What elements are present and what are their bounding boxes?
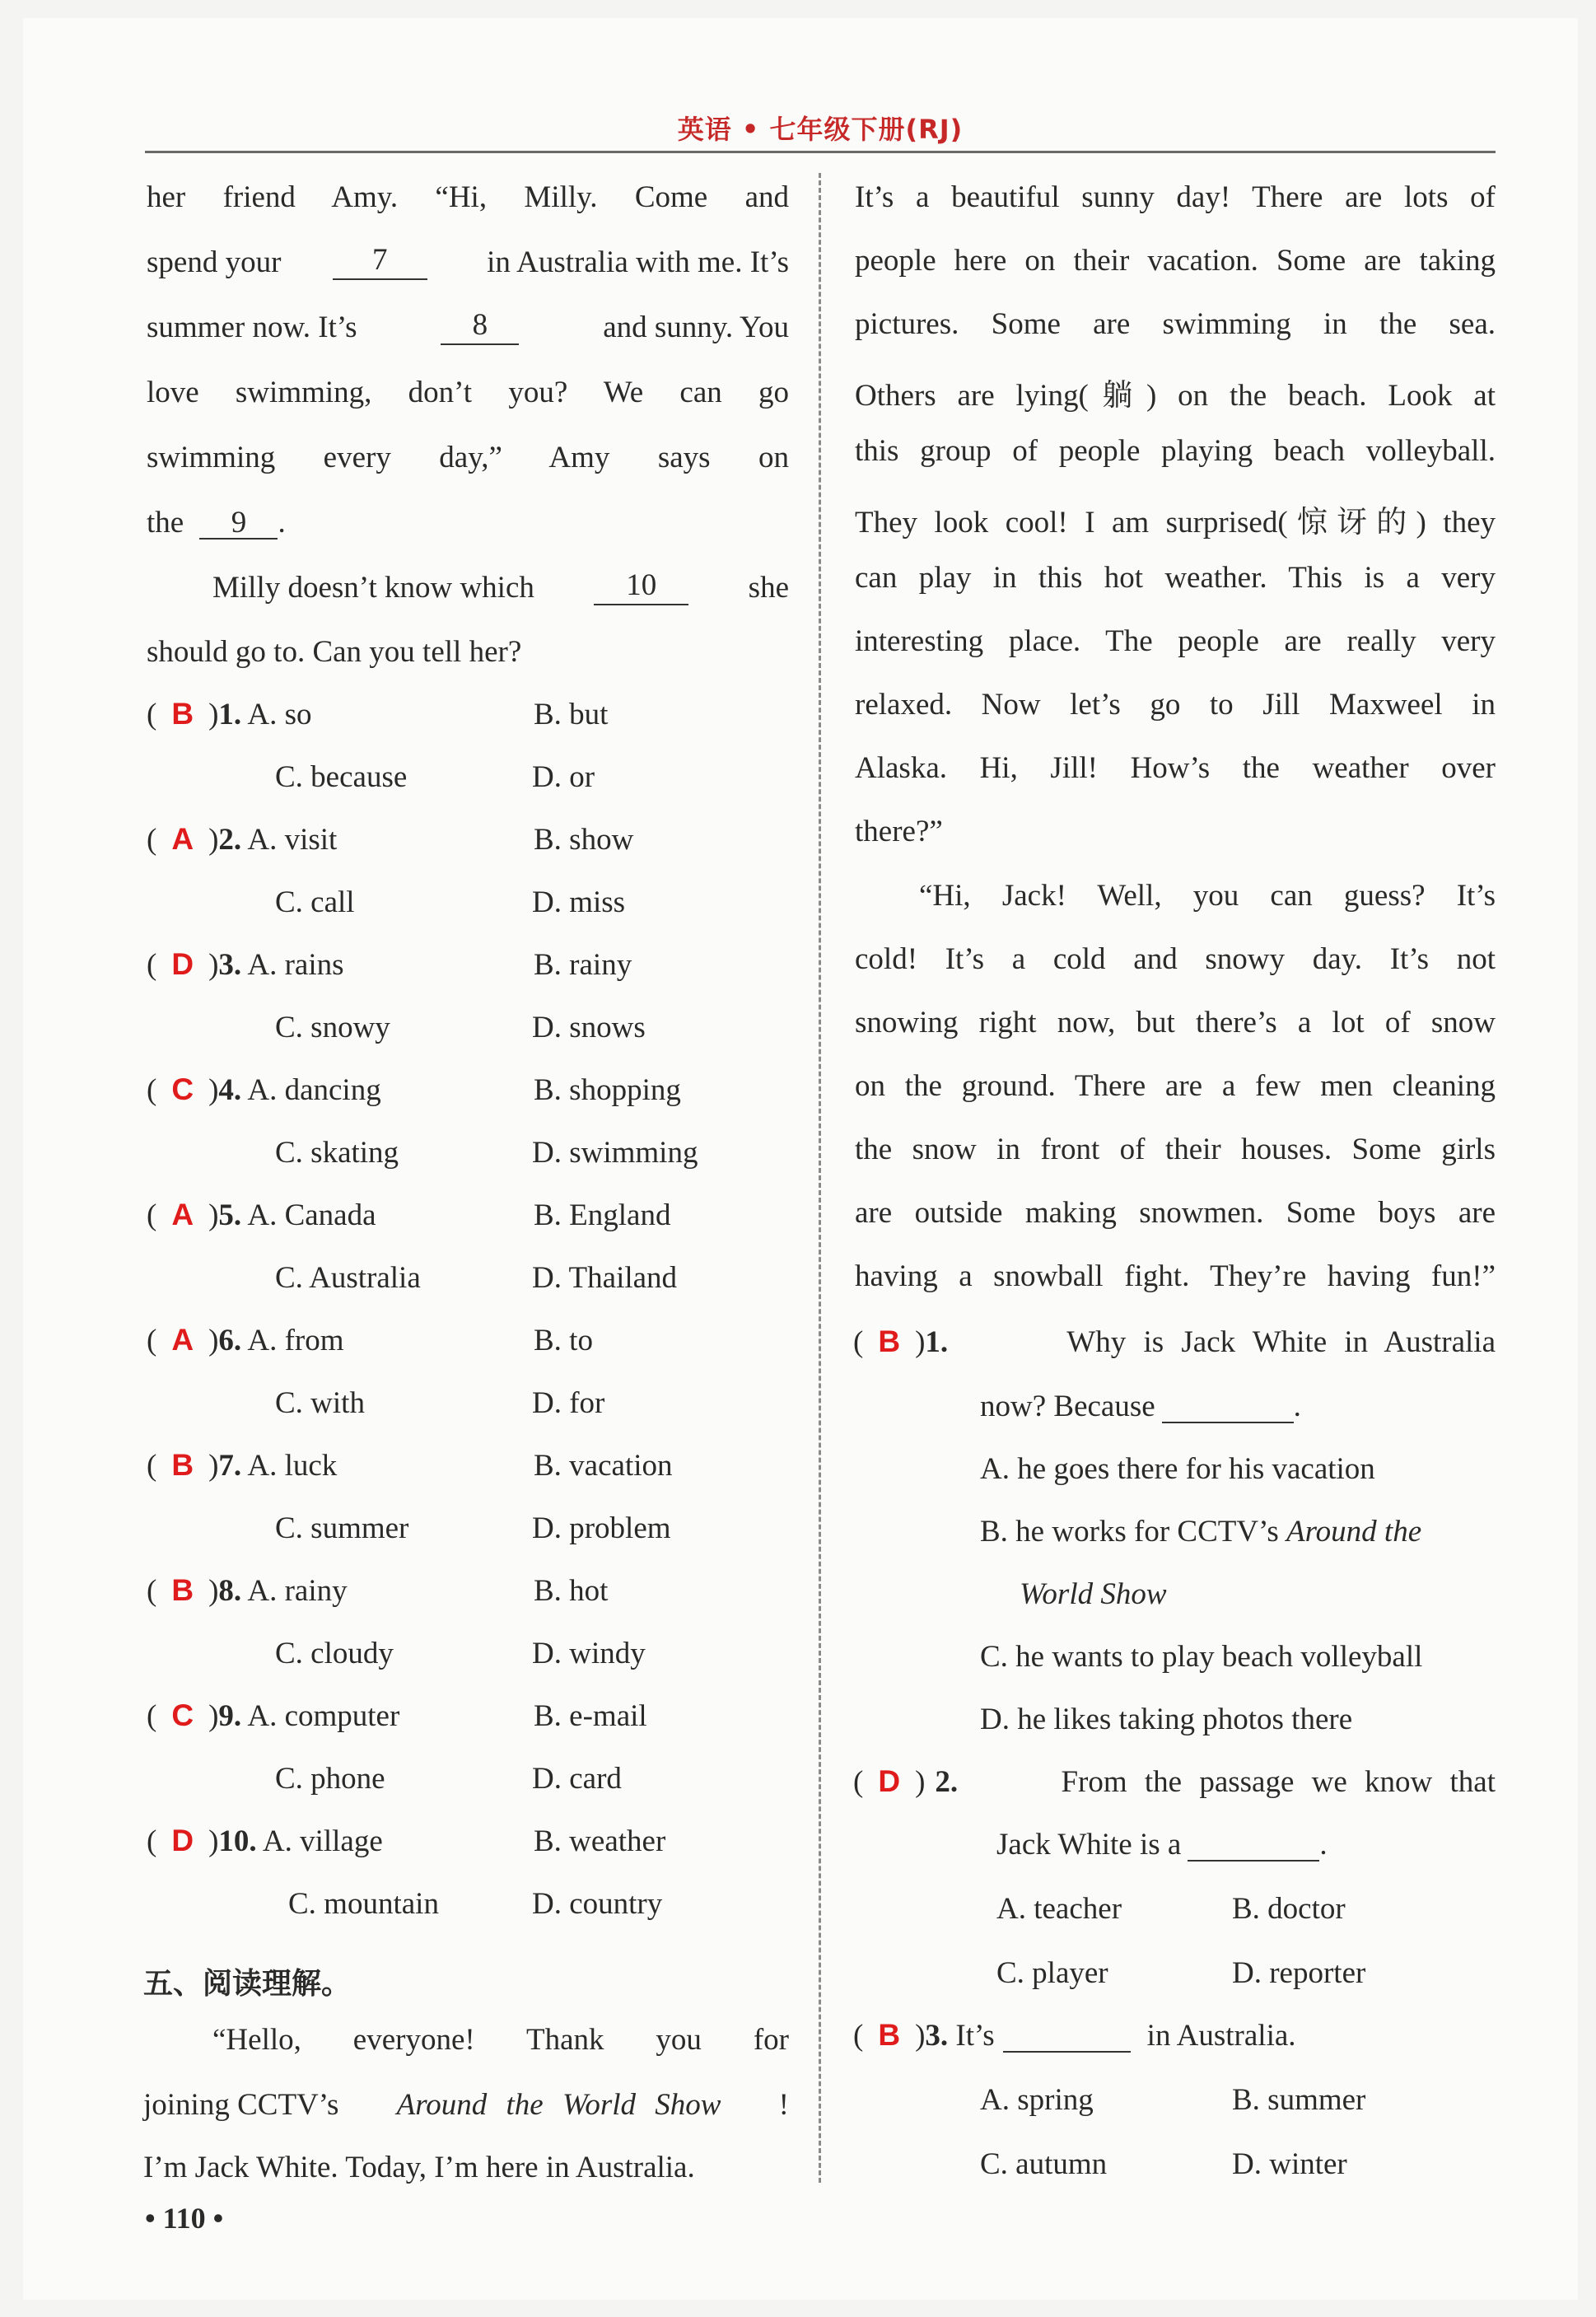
option-a: A. luck <box>247 1449 338 1483</box>
answer-mark: A <box>171 1323 194 1357</box>
cloze-question: ( B )7. A. luck <box>147 1448 338 1483</box>
option-c: C. mountain <box>288 1887 439 1921</box>
answer-mark: C <box>171 1072 194 1106</box>
reading-line: It’s a beautiful sunny day! There are lots of <box>855 180 1496 214</box>
option-b: B. vacation <box>534 1449 673 1483</box>
answer-mark: B <box>171 1448 194 1482</box>
answer-mark: B <box>878 1324 901 1358</box>
option-b: B. doctor <box>1232 1892 1346 1926</box>
answer-mark: B <box>171 697 194 731</box>
cloze-question: ( D )10. A. village <box>147 1824 383 1858</box>
option-d: D. or <box>532 760 595 794</box>
option-a: A. computer <box>247 1699 400 1733</box>
option-a: A. so <box>247 698 312 731</box>
passage-line: love swimming, don’t you? We can go <box>147 376 789 409</box>
cloze-question: ( A )2. A. visit <box>147 822 338 857</box>
blank-8: 8 <box>441 310 519 345</box>
reading-line: Alaska. Hi, Jill! How’s the weather over <box>855 751 1496 785</box>
option-b: B. show <box>534 823 634 857</box>
option-c: C. because <box>275 760 408 794</box>
option-d: D. swimming <box>532 1136 698 1170</box>
option-b: B. shopping <box>534 1073 681 1107</box>
answer-mark: A <box>171 1198 194 1231</box>
answer-blank <box>1003 2020 1131 2053</box>
option-b: B. e-mail <box>534 1699 647 1733</box>
reading-line: joining CCTV’s Around the World Show ! <box>143 2088 789 2122</box>
cloze-question: ( A )5. A. Canada <box>147 1198 376 1232</box>
option-b: B. summer <box>1232 2083 1366 2117</box>
answer-mark: B <box>878 2018 901 2052</box>
reading-line: there?” <box>855 815 943 848</box>
reading-question-2: ( D ) 2. From the passage we know that <box>853 1764 1496 1799</box>
option-a: A. Canada <box>247 1198 376 1232</box>
reading-line: interesting place. The people are really very <box>855 624 1496 658</box>
reading-line: pictures. Some are swimming in the sea. <box>855 307 1496 341</box>
option-c: C. player <box>996 1956 1108 1990</box>
option-b: B. he works for CCTV’s Around the <box>980 1515 1422 1549</box>
reading-line: snowing right now, but there’s a lot of snow <box>855 1006 1496 1039</box>
answer-blank <box>1188 1829 1319 1862</box>
option-b: B. to <box>534 1324 593 1357</box>
reading-line: on the ground. There are a few men cleaning <box>855 1069 1496 1103</box>
passage-line: summer now. It’s 8 and sunny. You <box>147 308 789 344</box>
reading-question-1: ( B )1. Why is Jack White in Australia <box>853 1324 1496 1359</box>
answer-mark: D <box>171 1824 194 1857</box>
cloze-question: ( B )1. A. so <box>147 697 312 731</box>
option-a: A. village <box>262 1824 383 1858</box>
answer-mark: A <box>171 822 194 856</box>
option-d: D. winter <box>1232 2147 1347 2181</box>
option-a: A. teacher <box>996 1892 1122 1926</box>
option-b: B. England <box>534 1198 671 1232</box>
reading-line: They look cool! I am surprised(惊讶的) they <box>855 506 1496 540</box>
cloze-question: ( A )6. A. from <box>147 1323 344 1357</box>
blank-9: 9 <box>199 507 278 540</box>
option-a: A. visit <box>247 823 338 857</box>
option-a: A. from <box>247 1324 344 1357</box>
reading-line: cold! It’s a cold and snowy day. It’s not <box>855 942 1496 976</box>
option-c: C. snowy <box>275 1011 390 1044</box>
reading-line: having a snowball fight. They’re having fun!” <box>855 1259 1496 1293</box>
blank-7: 7 <box>333 245 427 280</box>
option-c: C. call <box>275 885 355 919</box>
page-header: 英语 • 七年级下册(RJ) <box>677 114 964 145</box>
blank-10: 10 <box>594 570 688 605</box>
option-d: D. windy <box>532 1637 646 1670</box>
passage-line: her friend Amy. “Hi, Milly. Come and <box>147 180 789 214</box>
answer-mark: D <box>878 1764 901 1798</box>
answer-mark: C <box>171 1698 194 1732</box>
cloze-question: ( C )4. A. dancing <box>147 1072 381 1107</box>
option-d: D. card <box>532 1762 622 1796</box>
option-b: B. but <box>534 698 609 731</box>
cloze-question: ( C )9. A. computer <box>147 1698 400 1733</box>
option-d: D. miss <box>532 885 626 919</box>
option-c: C. phone <box>275 1762 385 1796</box>
option-a: A. he goes there for his vacation <box>980 1452 1375 1486</box>
option-a: A. dancing <box>247 1073 381 1107</box>
answer-blank <box>1162 1391 1294 1423</box>
reading-line: Others are lying(躺) on the beach. Look at <box>855 379 1496 413</box>
question-stem: now? Because . <box>980 1390 1301 1423</box>
reading-line: can play in this hot weather. This is a very <box>855 561 1496 595</box>
passage-line: Milly doesn’t know which 10 she <box>212 568 789 605</box>
option-d: D. he likes taking photos there <box>980 1703 1353 1736</box>
option-b: B. weather <box>534 1824 666 1858</box>
reading-line: people here on their vacation. Some are taking <box>855 244 1496 278</box>
option-c: C. summer <box>275 1511 409 1545</box>
answer-mark: B <box>171 1573 194 1607</box>
column-divider <box>819 173 821 2183</box>
option-c: C. autumn <box>980 2147 1108 2181</box>
answer-mark: D <box>171 947 194 981</box>
passage-line: should go to. Can you tell her? <box>147 635 522 669</box>
question-stem: Jack White is a . <box>996 1828 1328 1862</box>
reading-question-3: ( B )3. It’s in Australia. <box>853 2018 1296 2053</box>
reading-line: “Hi, Jack! Well, you can guess? It’s <box>919 879 1496 913</box>
reading-line: I’m Jack White. Today, I’m here in Australia. <box>143 2151 695 2184</box>
option-b: B. hot <box>534 1574 609 1608</box>
option-a: A. rains <box>247 948 344 982</box>
passage-line: swimming every day,” Amy says on <box>147 441 789 474</box>
option-d: D. snows <box>532 1011 646 1044</box>
page-number: • 110 • <box>145 2202 224 2235</box>
option-a: A. rainy <box>247 1574 348 1608</box>
option-d: D. reporter <box>1232 1956 1366 1990</box>
reading-line: are outside making snowmen. Some boys are <box>855 1196 1496 1230</box>
cloze-question: ( D )3. A. rains <box>147 947 344 982</box>
cloze-question: ( B )8. A. rainy <box>147 1573 348 1608</box>
option-d: D. Thailand <box>532 1261 678 1295</box>
option-c: C. with <box>275 1386 365 1420</box>
reading-line: relaxed. Now let’s go to Jill Maxweel in <box>855 688 1496 722</box>
header-rule <box>145 151 1496 153</box>
option-c: C. he wants to play beach volleyball <box>980 1640 1423 1674</box>
passage-line: spend your 7 in Australia with me. It’s <box>147 243 789 279</box>
option-a: A. spring <box>980 2083 1094 2117</box>
option-b-continued: World Show <box>1020 1577 1167 1611</box>
option-d: D. problem <box>532 1511 671 1545</box>
option-c: C. cloudy <box>275 1637 394 1670</box>
passage-line: the 9 . <box>147 506 286 540</box>
option-c: C. Australia <box>275 1261 421 1295</box>
option-d: D. country <box>532 1887 663 1921</box>
section-title: 五、阅读理解。 <box>143 1967 352 2001</box>
option-d: D. for <box>532 1386 605 1420</box>
option-c: C. skating <box>275 1136 399 1170</box>
option-b: B. rainy <box>534 948 632 982</box>
reading-line: “Hello, everyone! Thank you for <box>212 2023 789 2057</box>
reading-line: this group of people playing beach volleyball. <box>855 434 1496 468</box>
reading-line: the snow in front of their houses. Some girls <box>855 1133 1496 1166</box>
